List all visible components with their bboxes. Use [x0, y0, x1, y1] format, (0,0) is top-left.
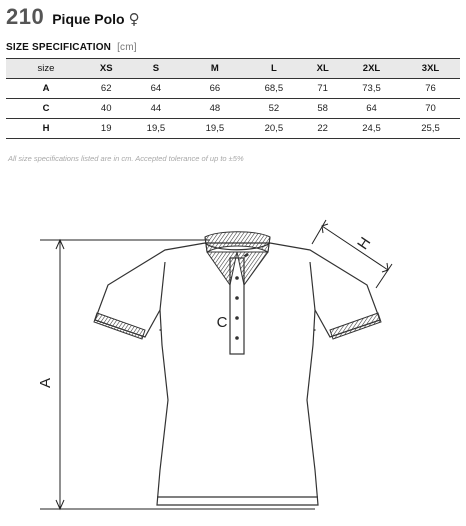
- tolerance-note: All size specifications listed are in cm. Accepted tolerance of up to ±5%: [8, 154, 244, 163]
- table-cell: 19: [86, 119, 126, 139]
- column-header: 2XL: [342, 59, 401, 79]
- table-cell: 64: [342, 99, 401, 119]
- table-cell: 62: [86, 79, 126, 99]
- table-cell: 24,5: [342, 119, 401, 139]
- column-header: L: [244, 59, 303, 79]
- female-symbol-icon: ♀: [128, 10, 140, 28]
- table-cell: 48: [185, 99, 244, 119]
- table-cell: 22: [303, 119, 342, 139]
- column-header: XS: [86, 59, 126, 79]
- row-label: A: [6, 79, 86, 99]
- polo-shirt-outline: [95, 243, 380, 505]
- table-cell: 40: [86, 99, 126, 119]
- model-number: 210: [6, 4, 45, 29]
- column-header: XL: [303, 59, 342, 79]
- table-cell: 52: [244, 99, 303, 119]
- dimension-label-h: H: [354, 234, 375, 253]
- table-cell: 19,5: [126, 119, 185, 139]
- table-cell: 76: [401, 79, 460, 99]
- product-name: Pique Polo: [52, 11, 125, 27]
- dimension-label-c: C: [216, 314, 228, 331]
- table-cell: 66: [185, 79, 244, 99]
- table-cell: 71: [303, 79, 342, 99]
- table-cell: 20,5: [244, 119, 303, 139]
- row-label: C: [6, 99, 86, 119]
- table-cell: 25,5: [401, 119, 460, 139]
- column-header: M: [185, 59, 244, 79]
- table-cell: 58: [303, 99, 342, 119]
- table-cell: 73,5: [342, 79, 401, 99]
- dimension-label-a: A: [37, 377, 54, 389]
- table-cell: 70: [401, 99, 460, 119]
- table-cell: 19,5: [185, 119, 244, 139]
- column-header: 3XL: [401, 59, 460, 79]
- row-label: H: [6, 119, 86, 139]
- column-header: size: [6, 59, 86, 79]
- table-cell: 64: [126, 79, 185, 99]
- table-cell: 44: [126, 99, 185, 119]
- table-cell: 68,5: [244, 79, 303, 99]
- spec-unit: [cm]: [117, 42, 137, 53]
- column-header: S: [126, 59, 185, 79]
- spec-title-text: SIZE SPECIFICATION: [6, 42, 112, 53]
